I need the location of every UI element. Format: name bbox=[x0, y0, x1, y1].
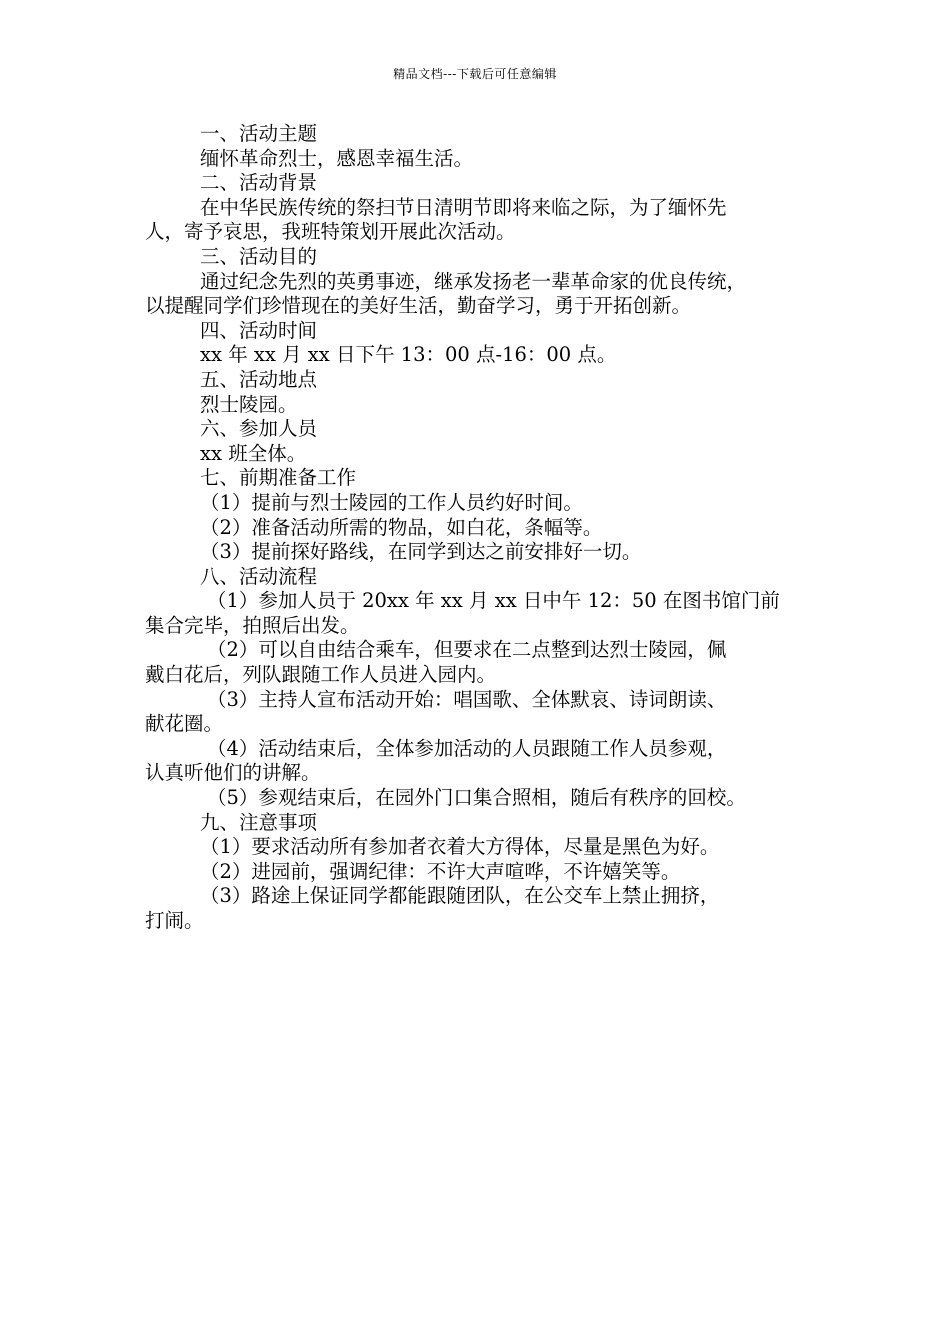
section-heading: 三、活动目的 bbox=[200, 244, 318, 268]
section-heading: 二、活动背景 bbox=[200, 171, 318, 195]
page-header: 精品文档---下载后可任意编辑 bbox=[393, 67, 557, 81]
list-item-continuation: 戴白花后，列队跟随工作人员进入园内。 bbox=[145, 663, 497, 687]
list-item: （1）提前与烈士陵园的工作人员约好时间。 bbox=[200, 490, 583, 514]
list-item: （2）进园前，强调纪律：不许大声喧哗，不许嬉笑等。 bbox=[200, 859, 681, 883]
list-item-continuation: 集合完毕，拍照后出发。 bbox=[145, 613, 360, 637]
paragraph-line: 缅怀革命烈士，感恩幸福生活。 bbox=[200, 146, 474, 170]
list-item: （3）提前探好路线，在同学到达之前安排好一切。 bbox=[200, 540, 642, 564]
list-item: （2）准备活动所需的物品，如白花，条幅等。 bbox=[200, 515, 603, 539]
list-item-continuation: 打闹。 bbox=[145, 909, 204, 932]
paragraph-line: xx 班全体。 bbox=[200, 441, 307, 465]
list-item: （1）参加人员于 20xx 年 xx 月 xx 日中午 12：50 在图书馆门前 bbox=[207, 589, 780, 613]
paragraph-line: 通过纪念先烈的英勇事迹，继承发扬老一辈革命家的优良传统， bbox=[200, 269, 747, 293]
list-item: （3）路途上保证同学都能跟随团队，在公交车上禁止拥挤， bbox=[200, 884, 720, 908]
section-heading: 五、活动地点 bbox=[200, 367, 318, 391]
section-heading: 七、前期准备工作 bbox=[200, 466, 357, 490]
section-heading: 一、活动主题 bbox=[200, 122, 318, 145]
paragraph-line: 人，寄予哀思，我班特策划开展此次活动。 bbox=[145, 220, 516, 244]
list-item-continuation: 献花圈。 bbox=[145, 712, 224, 736]
paragraph-line: 在中华民族传统的祭扫节日清明节即将来临之际，为了缅怀先 bbox=[200, 195, 727, 219]
paragraph-line: 以提醒同学们珍惜现在的美好生活，勤奋学习，勇于开拓创新。 bbox=[145, 294, 692, 318]
list-item: （4）活动结束后，全体参加活动的人员跟随工作人员参观， bbox=[207, 736, 727, 760]
paragraph-line: 烈士陵园。 bbox=[200, 392, 298, 416]
list-item-continuation: 认真听他们的讲解。 bbox=[145, 761, 321, 785]
list-item: （1）要求活动所有参加者衣着大方得体，尽量是黑色为好。 bbox=[200, 835, 720, 859]
paragraph-line: xx 年 xx 月 xx 日下午 13：00 点-16：00 点。 bbox=[200, 343, 617, 367]
section-heading: 八、活动流程 bbox=[200, 564, 318, 588]
section-heading: 四、活动时间 bbox=[200, 318, 318, 342]
list-item: （3）主持人宣布活动开始：唱国歌、全体默哀、诗词朗读、 bbox=[207, 687, 727, 711]
list-item: （2）可以自由结合乘车，但要求在二点整到达烈士陵园，佩 bbox=[207, 638, 727, 662]
list-item: （5）参观结束后，在园外门口集合照相，随后有秩序的回校。 bbox=[207, 786, 746, 810]
section-heading: 九、注意事项 bbox=[200, 810, 318, 834]
section-heading: 六、参加人员 bbox=[200, 417, 318, 441]
document-body bbox=[145, 122, 809, 934]
